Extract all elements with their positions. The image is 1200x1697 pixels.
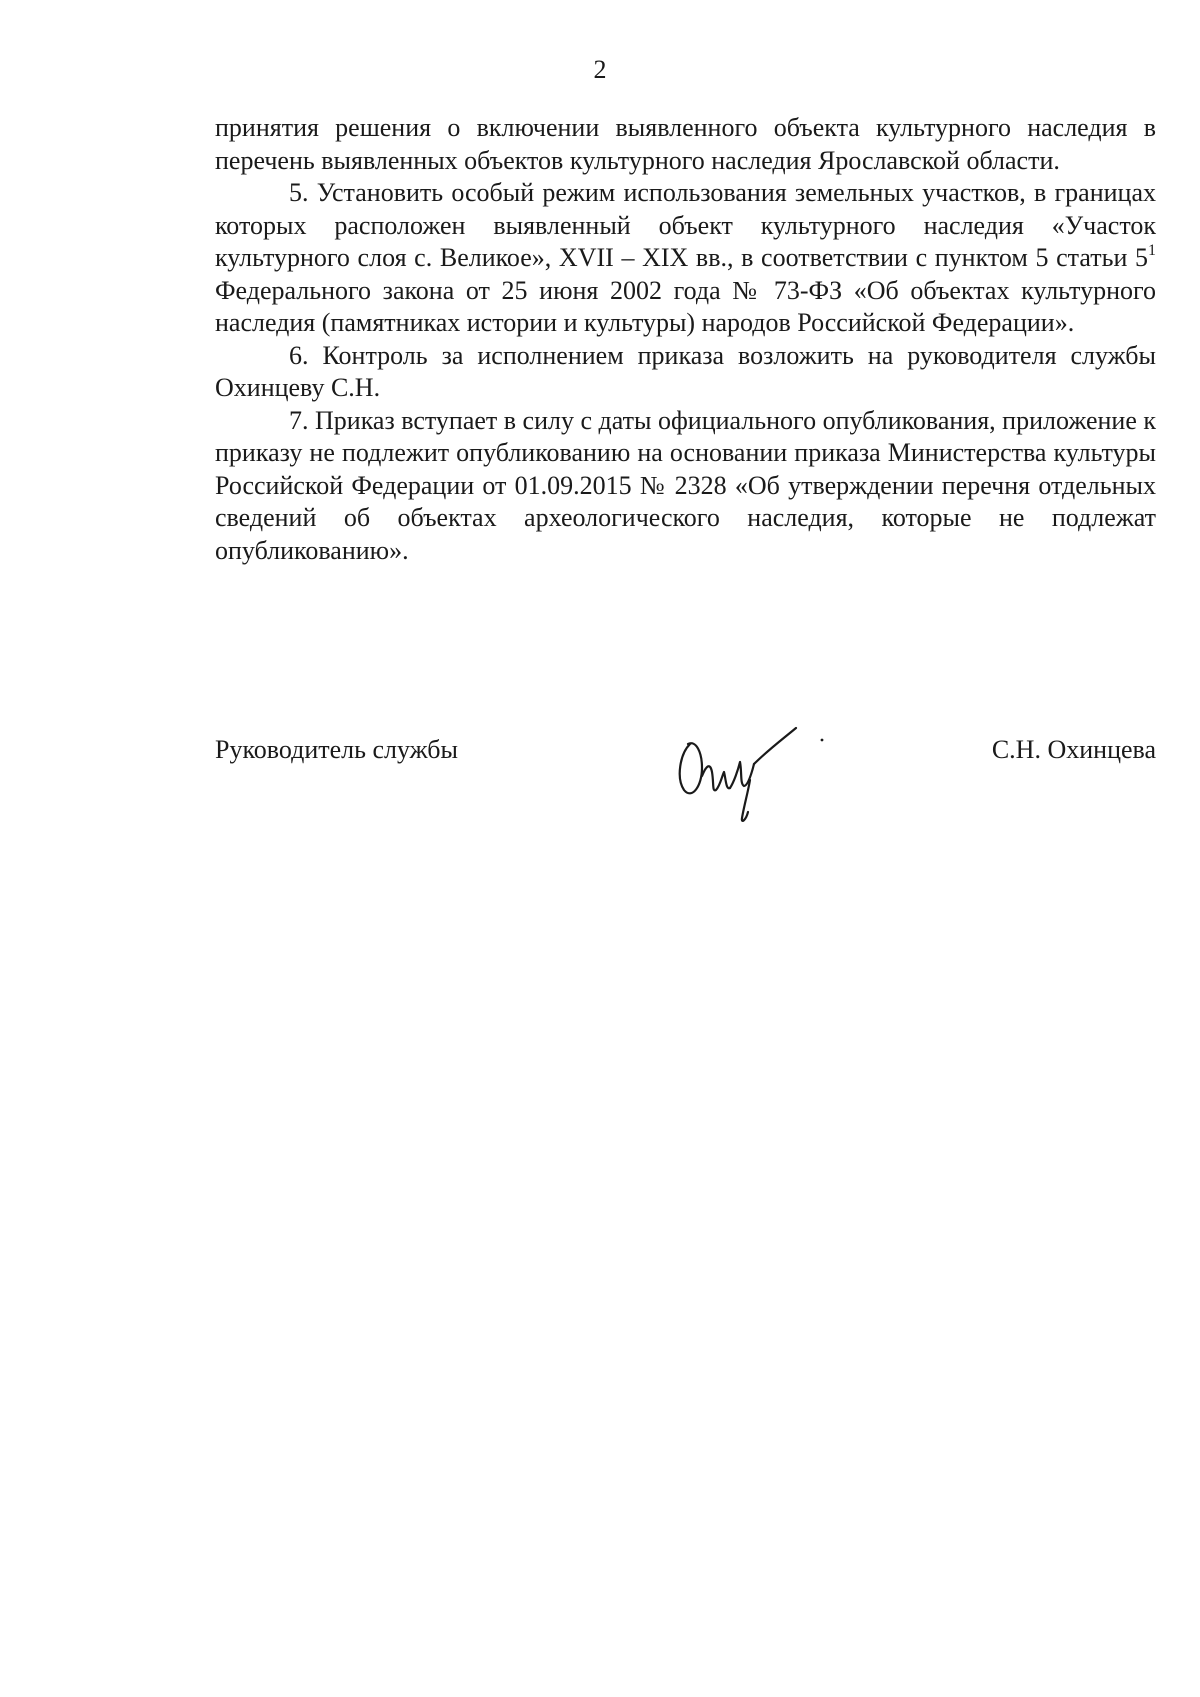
paragraph-6: 6. Контроль за исполнением приказа возложить на руководителя службы Охинцеву С.Н. <box>215 340 1156 402</box>
paragraph-7: 7. Приказ вступает в силу с даты официального опубликования, приложение к приказу не подлежит опубликованию на основании приказа Министерства культуры Российской Федерации от 01.09.2015 № 2328 «Об утверждении перечня отдельных сведений об объектах археологического наследия, которые не подлежат опубликованию». <box>215 405 1157 565</box>
paragraph-5-text-a: 5. Установить особый режим использования земельных участков, в границах которых расположен выявленный объект культурного наследия «Участок культурного слоя с. Великое», XVII – XIX вв., в соответствии с пунктом 5 статьи 5 <box>215 178 1156 272</box>
paragraph-5-superscript: 1 <box>1148 242 1156 259</box>
handwritten-signature-icon <box>672 706 842 826</box>
paragraph-5 <box>215 177 1156 340</box>
paragraph-continuation: принятия решения о включении выявленного объекта культурного наследия в перечень выявленных объектов культурного наследия Ярославской области. <box>215 113 1156 175</box>
signatory-title: Руководитель службы <box>215 735 458 764</box>
document-body <box>215 112 1156 567</box>
signatory-name: С.Н. Охинцева <box>991 735 1156 764</box>
page-number: 2 <box>593 55 607 84</box>
paragraph-5-text-b: Федерального закона от 25 июня 2002 года № 73-ФЗ «Об объектах культурного наследия (памятниках истории и культуры) народов Российской Федерации». <box>215 275 1156 337</box>
